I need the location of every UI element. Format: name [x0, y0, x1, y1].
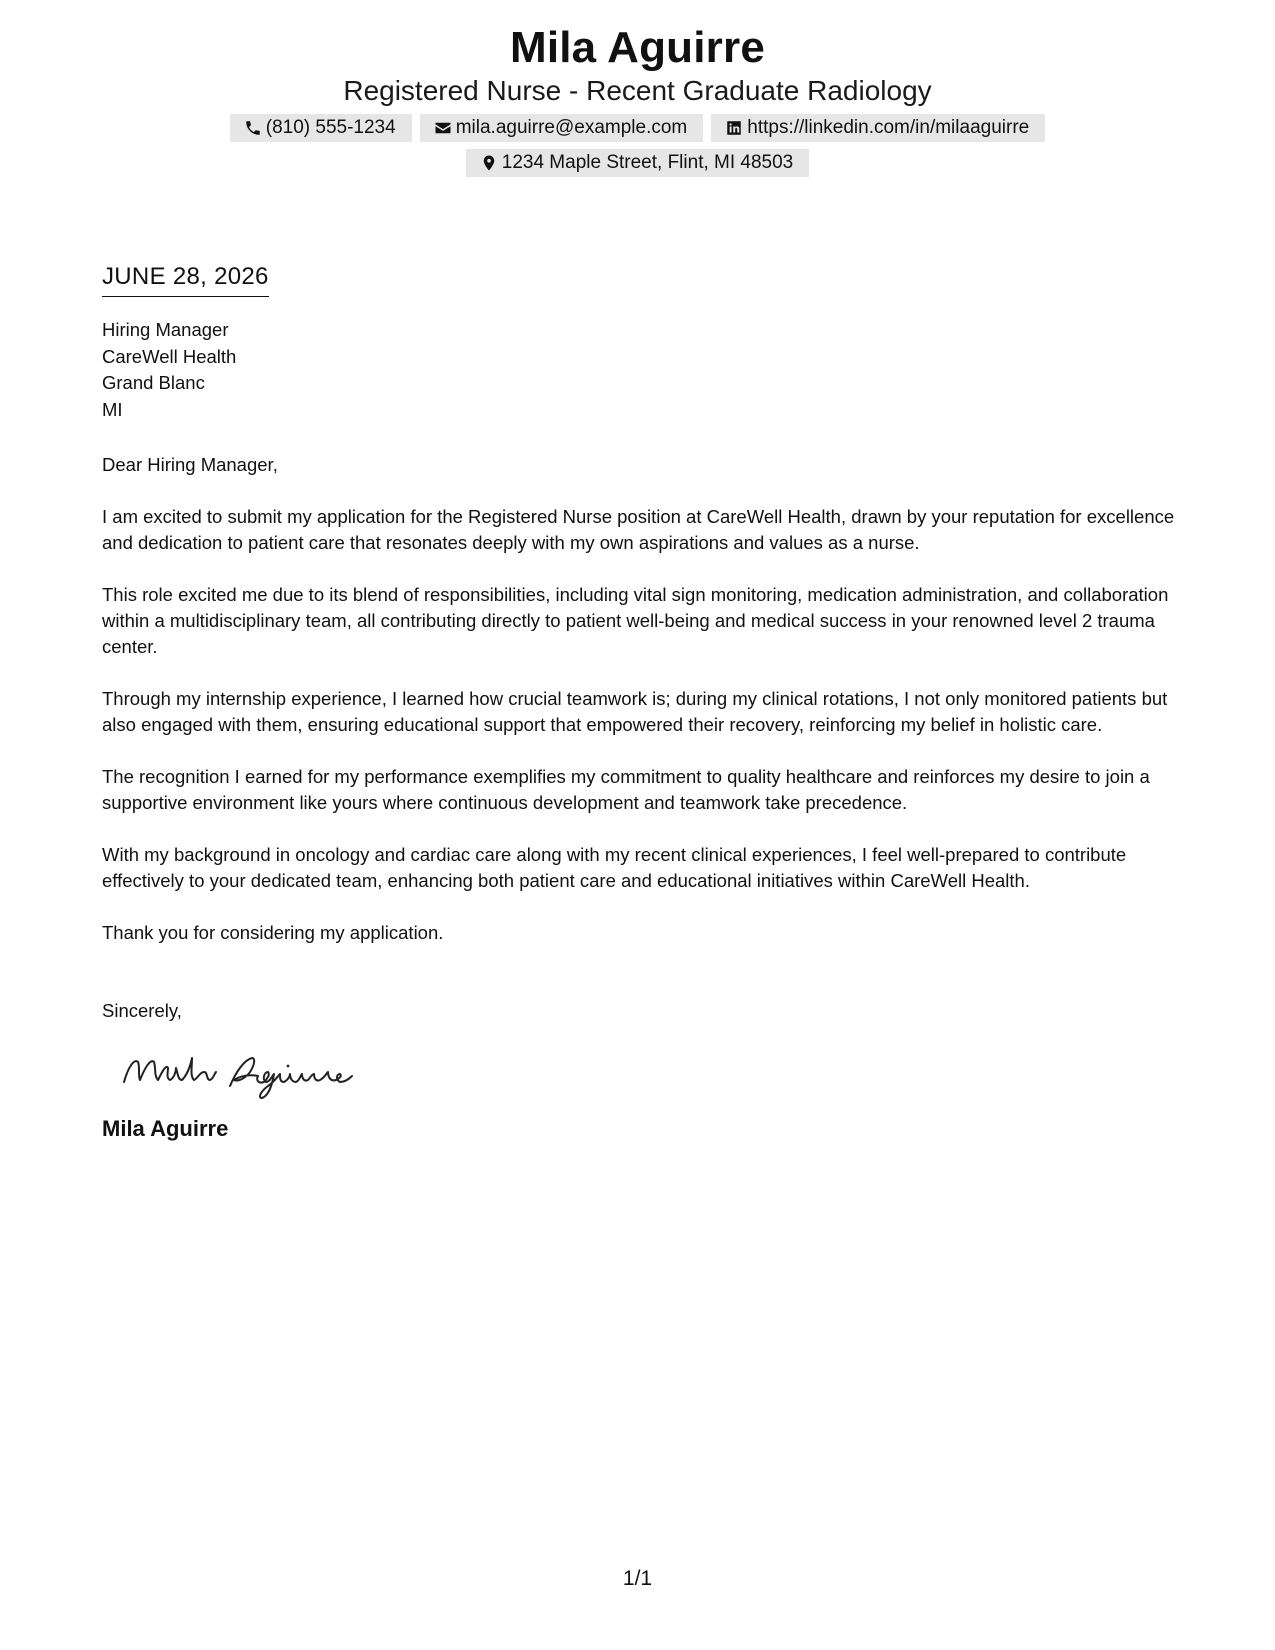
closing: Sincerely,	[102, 1000, 182, 1021]
contact-address	[466, 149, 810, 177]
recipient-block	[102, 317, 1182, 423]
email-text: mila.aguirre@example.com	[455, 117, 688, 138]
page-indicator: 1/1	[622, 1567, 653, 1590]
applicant-role: Registered Nurse - Recent Graduate Radiology	[343, 75, 932, 106]
signer-name: Mila Aguirre	[102, 1116, 229, 1141]
salutation: Dear Hiring Manager,	[102, 454, 278, 475]
recipient-line: CareWell Health	[102, 345, 237, 367]
body-paragraph: Through my internship experience, I learned how crucial teamwork is; during my clinical rotations, I not only monitored patients but also engaged with them, ensuring educational support that empowered their recovery, reinforcing my belief in holistic care.	[102, 688, 1168, 735]
applicant-name: Mila Aguirre	[509, 23, 766, 72]
map-marker-icon	[480, 154, 498, 172]
contact-row-primary	[0, 114, 1275, 142]
recipient-line: Hiring Manager	[102, 319, 229, 340]
contact-linkedin[interactable]	[711, 114, 1045, 142]
contact-row-secondary	[0, 149, 1275, 177]
contact-email[interactable]	[420, 114, 704, 142]
signature-image	[118, 1042, 358, 1102]
recipient-line: Grand Blanc	[102, 372, 205, 393]
linkedin-text: https://linkedin.com/in/milaaguirre	[747, 117, 1030, 138]
body-paragraph: This role excited me due to its blend of responsibilities, including vital sign monitoring, medication administration, and collaboration within a multidisciplinary team, all contributing directly to patient well-being and medical success in your renowned level 2 trauma center.	[102, 584, 1169, 657]
letter-body	[102, 262, 1182, 1143]
phone-icon	[244, 119, 262, 137]
contact-phone	[230, 114, 412, 142]
linkedin-icon	[725, 119, 743, 137]
recipient-line: MI	[102, 398, 123, 420]
address-text: 1234 Maple Street, Flint, MI 48503	[501, 152, 794, 173]
body-paragraph: I am excited to submit my application for the Registered Nurse position at CareWell Health, drawn by your reputation for excellence and dedication to patient care that resonates deeply with my own aspirations and values as a nurse.	[102, 506, 1175, 553]
envelope-icon	[434, 119, 452, 137]
phone-text: (810) 555-1234	[265, 117, 396, 138]
letter-header	[0, 22, 1275, 177]
handwritten-signature	[118, 1042, 1182, 1102]
letter-date: JUNE 28, 2026	[102, 262, 269, 297]
body-paragraph: The recognition I earned for my performance exemplifies my commitment to quality healthcare and reinforces my desire to join a supportive environment like yours where continuous development and teamwork take precedence.	[102, 766, 1150, 813]
body-paragraph: Thank you for considering my application.	[102, 922, 444, 943]
body-paragraph: With my background in oncology and cardiac care along with my recent clinical experiences, I feel well-prepared to contribute effectively to your dedicated team, enhancing both patient care and educational initiatives within CareWell Health.	[102, 844, 1127, 891]
